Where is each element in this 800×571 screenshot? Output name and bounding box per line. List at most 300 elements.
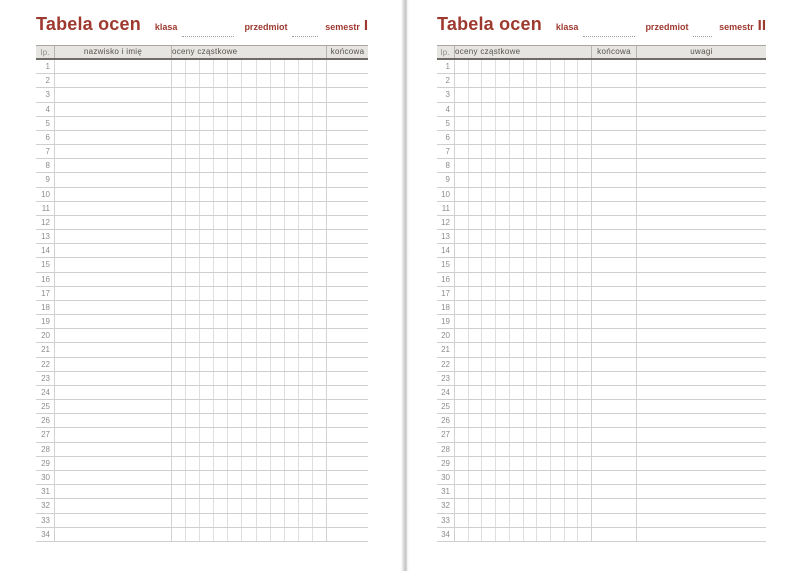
grade-subcell xyxy=(482,202,496,215)
table-row xyxy=(437,273,766,287)
grade-subcell xyxy=(496,499,510,512)
klasa-dotted-line xyxy=(182,35,234,37)
grades-cell xyxy=(455,74,592,87)
grade-subcell xyxy=(299,88,313,101)
grade-subcell xyxy=(313,514,326,527)
grade-subcell xyxy=(172,428,186,441)
grade-subcell xyxy=(455,202,469,215)
grade-subcell xyxy=(496,88,510,101)
grades-cell xyxy=(455,358,592,371)
grade-subcell xyxy=(537,400,551,413)
grade-subcell xyxy=(510,230,524,243)
final-cell xyxy=(592,343,637,356)
name-cell xyxy=(55,443,172,456)
grade-subcell xyxy=(510,414,524,427)
row-number: 29 xyxy=(36,457,55,470)
grade-subcell xyxy=(271,103,285,116)
grade-subcell xyxy=(455,287,469,300)
grade-subcell xyxy=(214,103,228,116)
grade-subcell xyxy=(496,358,510,371)
grade-subcell xyxy=(172,301,186,314)
grade-subcell xyxy=(482,514,496,527)
grade-subcell xyxy=(271,244,285,257)
row-number: 20 xyxy=(36,329,55,342)
grade-subcell xyxy=(257,258,271,271)
grade-subcell xyxy=(510,329,524,342)
table-row xyxy=(437,414,766,428)
grades-cell xyxy=(455,329,592,342)
grade-subcell xyxy=(469,216,483,229)
grade-subcell xyxy=(228,287,242,300)
grade-subcell xyxy=(299,457,313,470)
grade-subcell xyxy=(257,400,271,413)
grade-subcell xyxy=(285,103,299,116)
grade-subcell xyxy=(228,372,242,385)
grade-subcell xyxy=(578,273,591,286)
final-cell xyxy=(327,117,368,130)
table-row xyxy=(36,528,368,542)
grades-cell xyxy=(172,145,327,158)
grades-cell xyxy=(455,60,592,73)
grades-cell xyxy=(172,358,327,371)
grade-table xyxy=(437,45,766,542)
table-row xyxy=(36,287,368,301)
grade-subcell xyxy=(455,457,469,470)
grade-subcell xyxy=(299,145,313,158)
grade-subcell xyxy=(578,244,591,257)
grade-subcell xyxy=(496,329,510,342)
grade-subcell xyxy=(172,343,186,356)
grade-subcell xyxy=(313,230,326,243)
grades-cell xyxy=(172,216,327,229)
grade-subcell xyxy=(186,131,200,144)
grade-subcell xyxy=(455,117,469,130)
table-row xyxy=(437,485,766,499)
grade-subcell xyxy=(271,88,285,101)
grades-cell xyxy=(172,131,327,144)
final-cell xyxy=(592,443,637,456)
row-number: 3 xyxy=(437,88,455,101)
grade-subcell xyxy=(214,216,228,229)
grade-subcell xyxy=(186,400,200,413)
grade-subcell xyxy=(214,471,228,484)
grade-subcell xyxy=(186,343,200,356)
grade-subcell xyxy=(299,117,313,130)
uwagi-cell xyxy=(637,244,766,257)
grade-subcell xyxy=(299,400,313,413)
final-cell xyxy=(327,428,368,441)
klasa-label: klasa xyxy=(154,22,178,32)
grade-subcell xyxy=(496,202,510,215)
final-cell xyxy=(327,329,368,342)
grade-subcell xyxy=(271,202,285,215)
grade-subcell xyxy=(257,485,271,498)
grades-cell xyxy=(172,103,327,116)
grades-cell xyxy=(455,499,592,512)
grade-subcell xyxy=(482,216,496,229)
grade-subcell xyxy=(565,74,579,87)
final-cell xyxy=(327,258,368,271)
grade-subcell xyxy=(313,428,326,441)
name-cell xyxy=(55,386,172,399)
grade-subcell xyxy=(537,287,551,300)
grade-subcell xyxy=(242,131,256,144)
grade-subcell xyxy=(482,528,496,541)
grades-cell xyxy=(172,400,327,413)
grade-subcell xyxy=(228,230,242,243)
final-cell xyxy=(592,499,637,512)
row-number: 1 xyxy=(36,60,55,73)
row-number: 11 xyxy=(437,202,455,215)
grade-subcell xyxy=(496,428,510,441)
grade-subcell xyxy=(469,159,483,172)
uwagi-cell xyxy=(637,499,766,512)
grade-subcell xyxy=(186,159,200,172)
grade-subcell xyxy=(524,188,538,201)
name-cell xyxy=(55,414,172,427)
grades-cell xyxy=(455,131,592,144)
table-row xyxy=(437,74,766,88)
grade-subcell xyxy=(214,60,228,73)
grade-subcell xyxy=(285,457,299,470)
uwagi-cell xyxy=(637,216,766,229)
row-number: 1 xyxy=(437,60,455,73)
grade-subcell xyxy=(214,131,228,144)
grade-subcell xyxy=(551,202,565,215)
grade-subcell xyxy=(257,386,271,399)
grades-cell xyxy=(172,117,327,130)
grade-subcell xyxy=(299,173,313,186)
table-row xyxy=(36,244,368,258)
grades-cell xyxy=(455,103,592,116)
grade-subcell xyxy=(510,358,524,371)
grade-subcell xyxy=(469,343,483,356)
uwagi-cell xyxy=(637,343,766,356)
grade-subcell xyxy=(482,343,496,356)
final-cell xyxy=(592,173,637,186)
table-row xyxy=(437,159,766,173)
grade-subcell xyxy=(228,386,242,399)
grade-subcell xyxy=(578,528,591,541)
grade-subcell xyxy=(565,499,579,512)
grade-subcell xyxy=(228,514,242,527)
table-row xyxy=(36,329,368,343)
grade-subcell xyxy=(271,159,285,172)
grade-subcell xyxy=(537,386,551,399)
grade-subcell xyxy=(551,216,565,229)
grade-subcell xyxy=(510,258,524,271)
name-cell xyxy=(55,202,172,215)
final-cell xyxy=(327,514,368,527)
grade-subcell xyxy=(271,443,285,456)
final-cell xyxy=(592,471,637,484)
final-cell xyxy=(592,514,637,527)
grades-cell xyxy=(455,216,592,229)
grade-subcell xyxy=(537,329,551,342)
grade-subcell xyxy=(242,230,256,243)
grade-subcell xyxy=(469,514,483,527)
grade-subcell xyxy=(200,188,214,201)
table-row xyxy=(36,315,368,329)
table-row xyxy=(36,343,368,357)
grade-subcell xyxy=(228,528,242,541)
grade-subcell xyxy=(482,386,496,399)
grade-subcell xyxy=(200,230,214,243)
grades-cell xyxy=(172,499,327,512)
table-row xyxy=(437,301,766,315)
grades-cell xyxy=(172,202,327,215)
grade-subcell xyxy=(537,74,551,87)
grade-subcell xyxy=(285,315,299,328)
row-number: 12 xyxy=(437,216,455,229)
grade-subcell xyxy=(510,60,524,73)
final-cell xyxy=(592,131,637,144)
grade-subcell xyxy=(285,273,299,286)
grade-subcell xyxy=(186,428,200,441)
grade-subcell xyxy=(257,358,271,371)
grade-subcell xyxy=(313,103,326,116)
grades-cell xyxy=(455,173,592,186)
row-number: 12 xyxy=(36,216,55,229)
grade-subcell xyxy=(482,499,496,512)
grade-subcell xyxy=(496,117,510,130)
final-cell xyxy=(592,400,637,413)
grade-subcell xyxy=(228,188,242,201)
grade-subcell xyxy=(551,471,565,484)
grade-subcell xyxy=(214,443,228,456)
row-number: 34 xyxy=(437,528,455,541)
grade-subcell xyxy=(469,173,483,186)
table-row xyxy=(36,400,368,414)
uwagi-cell xyxy=(637,74,766,87)
przedmiot-dotted-line xyxy=(693,35,712,37)
row-number: 2 xyxy=(437,74,455,87)
grade-subcell xyxy=(299,428,313,441)
grade-subcell xyxy=(271,258,285,271)
grade-subcell xyxy=(482,117,496,130)
grade-subcell xyxy=(186,103,200,116)
row-number: 21 xyxy=(437,343,455,356)
grade-subcell xyxy=(469,145,483,158)
grade-subcell xyxy=(214,428,228,441)
name-cell xyxy=(55,74,172,87)
grade-subcell xyxy=(186,457,200,470)
grade-subcell xyxy=(551,145,565,158)
grade-subcell xyxy=(578,471,591,484)
grade-subcell xyxy=(482,273,496,286)
grade-subcell xyxy=(285,287,299,300)
grade-subcell xyxy=(524,386,538,399)
grade-subcell xyxy=(482,103,496,116)
grades-cell xyxy=(172,471,327,484)
grade-subcell xyxy=(565,202,579,215)
table-row xyxy=(36,499,368,513)
grade-subcell xyxy=(228,273,242,286)
grades-cell xyxy=(172,428,327,441)
grade-subcell xyxy=(242,315,256,328)
grade-subcell xyxy=(537,145,551,158)
grade-subcell xyxy=(214,499,228,512)
grade-subcell xyxy=(524,485,538,498)
row-number: 5 xyxy=(437,117,455,130)
row-number: 11 xyxy=(36,202,55,215)
grade-subcell xyxy=(482,60,496,73)
grade-subcell xyxy=(257,60,271,73)
final-cell xyxy=(327,244,368,257)
grade-subcell xyxy=(242,103,256,116)
grade-subcell xyxy=(200,499,214,512)
grade-subcell xyxy=(242,329,256,342)
grade-subcell xyxy=(172,103,186,116)
grade-subcell xyxy=(172,244,186,257)
final-cell xyxy=(327,400,368,413)
table-row xyxy=(437,103,766,117)
grade-subcell xyxy=(242,471,256,484)
table-row xyxy=(36,216,368,230)
grade-subcell xyxy=(482,88,496,101)
grade-subcell xyxy=(172,400,186,413)
grade-subcell xyxy=(524,514,538,527)
grade-subcell xyxy=(172,528,186,541)
grade-subcell xyxy=(214,386,228,399)
grade-subcell xyxy=(214,230,228,243)
grade-subcell xyxy=(551,443,565,456)
grade-subcell xyxy=(200,287,214,300)
grade-subcell xyxy=(271,301,285,314)
grade-subcell xyxy=(299,244,313,257)
name-cell xyxy=(55,117,172,130)
grades-cell xyxy=(172,372,327,385)
row-number: 16 xyxy=(437,273,455,286)
grade-subcell xyxy=(578,428,591,441)
grade-subcell xyxy=(200,343,214,356)
grade-subcell xyxy=(551,244,565,257)
grade-subcell xyxy=(578,485,591,498)
grade-subcell xyxy=(551,428,565,441)
grade-subcell xyxy=(578,258,591,271)
grade-subcell xyxy=(242,74,256,87)
grade-subcell xyxy=(313,471,326,484)
uwagi-cell xyxy=(637,287,766,300)
final-cell xyxy=(327,159,368,172)
row-number: 19 xyxy=(36,315,55,328)
grades-cell xyxy=(172,528,327,541)
row-number: 24 xyxy=(36,386,55,399)
grade-subcell xyxy=(482,244,496,257)
grade-subcell xyxy=(200,528,214,541)
final-cell xyxy=(592,528,637,541)
grade-subcell xyxy=(510,428,524,441)
grade-subcell xyxy=(482,471,496,484)
grade-subcell xyxy=(313,216,326,229)
grade-subcell xyxy=(200,514,214,527)
grade-subcell xyxy=(228,414,242,427)
page-fold xyxy=(401,0,410,571)
grade-subcell xyxy=(228,173,242,186)
table-row xyxy=(437,457,766,471)
uwagi-cell xyxy=(637,131,766,144)
uwagi-cell xyxy=(637,329,766,342)
grade-subcell xyxy=(285,216,299,229)
grade-subcell xyxy=(565,188,579,201)
grade-subcell xyxy=(285,358,299,371)
name-cell xyxy=(55,159,172,172)
grade-subcell xyxy=(200,471,214,484)
grade-subcell xyxy=(482,287,496,300)
grade-subcell xyxy=(214,159,228,172)
grade-subcell xyxy=(242,414,256,427)
grade-subcell xyxy=(200,358,214,371)
grade-subcell xyxy=(214,457,228,470)
final-cell xyxy=(592,60,637,73)
semestr-label: semestr xyxy=(325,22,360,32)
table-row xyxy=(36,443,368,457)
grade-subcell xyxy=(537,471,551,484)
grade-subcell xyxy=(524,145,538,158)
grades-cell xyxy=(172,244,327,257)
row-number: 27 xyxy=(437,428,455,441)
grade-subcell xyxy=(455,60,469,73)
grade-subcell xyxy=(200,273,214,286)
table-row xyxy=(437,471,766,485)
grade-subcell xyxy=(496,471,510,484)
grade-subcell xyxy=(271,60,285,73)
final-cell xyxy=(592,159,637,172)
grade-subcell xyxy=(313,145,326,158)
grade-subcell xyxy=(455,358,469,371)
grades-cell xyxy=(455,273,592,286)
grade-subcell xyxy=(469,244,483,257)
table-row xyxy=(437,173,766,187)
grades-cell xyxy=(172,60,327,73)
grade-subcell xyxy=(578,202,591,215)
grade-subcell xyxy=(510,400,524,413)
grade-subcell xyxy=(214,372,228,385)
grade-subcell xyxy=(257,88,271,101)
grade-subcell xyxy=(578,443,591,456)
grade-subcell xyxy=(172,159,186,172)
grade-subcell xyxy=(565,386,579,399)
grade-subcell xyxy=(200,159,214,172)
grade-subcell xyxy=(242,173,256,186)
table-row xyxy=(437,60,766,74)
grade-subcell xyxy=(257,315,271,328)
grade-subcell xyxy=(214,145,228,158)
grade-subcell xyxy=(242,428,256,441)
grade-subcell xyxy=(172,372,186,385)
grade-subcell xyxy=(200,216,214,229)
grade-subcell xyxy=(455,443,469,456)
grade-subcell xyxy=(299,216,313,229)
grade-subcell xyxy=(510,202,524,215)
grade-subcell xyxy=(524,131,538,144)
final-cell xyxy=(327,74,368,87)
grade-subcell xyxy=(537,60,551,73)
grade-subcell xyxy=(228,428,242,441)
uwagi-cell xyxy=(637,273,766,286)
grade-subcell xyxy=(186,386,200,399)
name-cell xyxy=(55,428,172,441)
grades-cell xyxy=(455,386,592,399)
grade-subcell xyxy=(228,329,242,342)
table-row xyxy=(36,386,368,400)
grade-subcell xyxy=(214,400,228,413)
row-number: 7 xyxy=(437,145,455,158)
row-number: 31 xyxy=(437,485,455,498)
grade-subcell xyxy=(186,499,200,512)
grade-subcell xyxy=(257,131,271,144)
grade-subcell xyxy=(510,471,524,484)
